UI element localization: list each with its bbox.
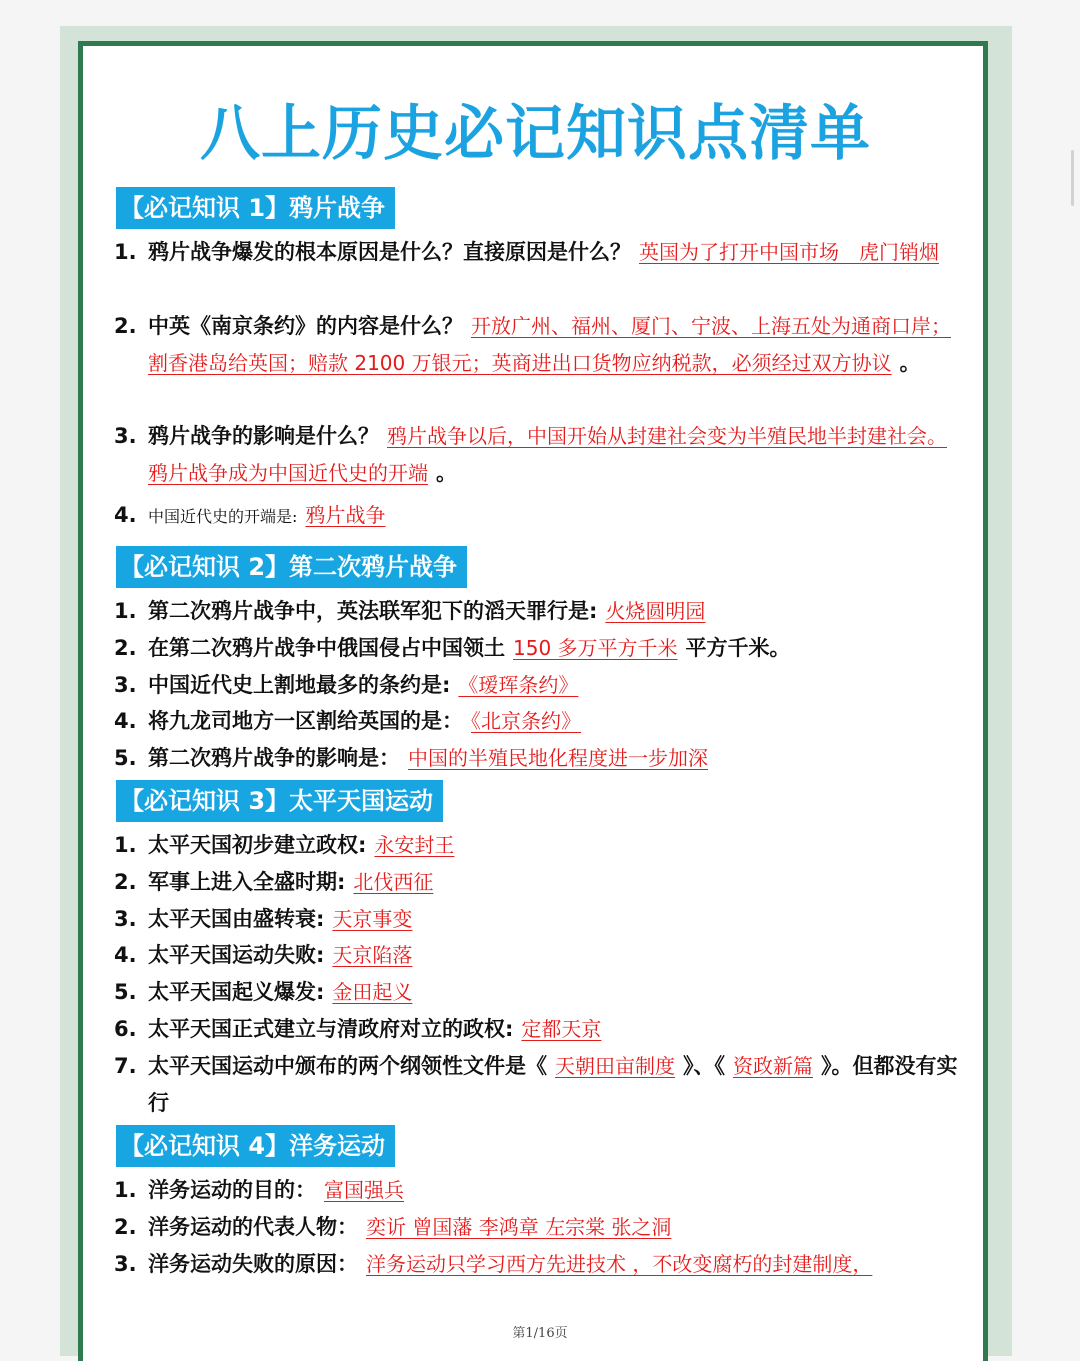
page-title: 八上历史必记知识点清单 [200,99,871,169]
item-number: 1. [114,599,137,623]
section-header-1: 【必记知识 1】鸦片战争 [116,187,395,229]
tail-text: 》。但都没有实行 [148,1054,958,1115]
list-item [114,1048,964,1122]
answer-text: 《北京条约》 [471,709,581,733]
list-item [114,864,964,901]
item-number: 5. [114,746,137,770]
list-item [114,630,964,667]
item-number: 1. [114,833,137,857]
question-text: 太平天国初步建立政权: [148,833,367,857]
item-number: 7. [114,1054,137,1078]
question-text: 在第二次鸦片战争中俄国侵占中国领土 [148,636,505,660]
item-number: 4. [114,943,137,967]
answer-text: 洋务运动只学习西方先进技术 ，不改变腐朽的封建制度， [366,1252,873,1276]
item-number: 6. [114,1017,137,1041]
answer-text: 开放广州、福州、厦门、宁波、上海五处为通商口岸；割香港岛给英国；赔款 2100 万银元；英商进出口货物应纳税款，必须经过双方协议 [148,314,951,375]
answer-text: 天京事变 [332,907,413,931]
answer-text: 火烧圆明园 [605,599,706,623]
list-item [114,827,964,864]
answer-text: 北伐西征 [353,870,434,894]
question-text: 太平天国运动失败: [148,943,325,967]
answer-text: 鸦片战争以后，中国开始从封建社会变为半殖民地半封建社会。鸦片战争成为中国近代史的开端 [148,424,947,485]
answer-text: 富国强兵 [324,1178,404,1202]
answer-text: 奕䜣 曾国藩 李鸿章 左宗棠 张之洞 [366,1215,672,1239]
section-header-2: 【必记知识 2】第二次鸦片战争 [116,546,467,588]
answer-text: 中国的半殖民地化程度进一步加深 [408,746,708,770]
tail-text: 平方千米。 [685,636,791,660]
list-item [114,308,964,382]
question-text: 军事上进入全盛时期: [148,870,346,894]
item-number: 3. [114,907,137,931]
answer-text: 《瑷珲条约》 [458,673,579,697]
answer-text: 鸦片战争 [305,503,386,527]
section-header-4: 【必记知识 4】洋务运动 [116,1125,395,1167]
answer-text: 天朝田亩制度 [555,1054,675,1078]
item-number: 2. [114,314,137,338]
tail-text: 。 [436,461,457,485]
list-item [114,703,964,740]
tail-text: 。 [899,351,921,375]
question-text: 洋务运动的目的： [148,1178,316,1202]
list-item [114,667,964,704]
list-item [114,1246,964,1283]
question-text: 太平天国运动中颁布的两个纲领性文件是《 [148,1054,547,1078]
mid-text: 》、《 [683,1054,725,1078]
list-item [114,1172,964,1209]
question-text: 太平天国由盛转衰: [148,907,325,931]
answer-text: 永安封王 [374,833,455,857]
list-item [114,901,964,938]
answer-text-2: 资政新篇 [733,1054,813,1078]
list-item [114,497,964,535]
question-text: 太平天国正式建立与清政府对立的政权: [148,1017,514,1041]
page-number: 第1/16页 [512,1326,568,1341]
section-header-3: 【必记知识 3】太平天国运动 [116,780,443,822]
list-item [114,740,964,777]
list-item [114,937,964,974]
list-item [114,1209,964,1246]
item-number: 4. [114,709,137,733]
item-number: 1. [114,240,137,264]
answer-text: 定都天京 [521,1017,602,1041]
question-text: 中英《南京条约》的内容是什么？ [148,314,463,338]
item-number: 3. [114,424,137,448]
question-text: 太平天国起义爆发: [148,980,325,1004]
list-item [114,593,964,630]
item-number: 3. [114,673,137,697]
question-text: 鸦片战争的影响是什么？ [148,424,379,448]
question-text: 将九龙司地方一区割给英国的是： [148,709,463,733]
item-number: 1. [114,1178,137,1202]
list-item [114,974,964,1011]
list-item [114,1011,964,1048]
item-number: 4. [114,503,137,527]
question-text: 洋务运动失败的原因： [148,1252,358,1276]
item-number: 2. [114,870,137,894]
list-item [114,418,964,492]
answer-text: 150 多万平方千米 [513,636,678,660]
answer-text: 金田起义 [332,980,413,1004]
question-text: 第二次鸦片战争的影响是： [148,746,400,770]
question-text: 洋务运动的代表人物： [148,1215,358,1239]
item-number: 2. [114,636,137,660]
item-number: 3. [114,1252,137,1276]
scrollbar-thumb[interactable] [1071,150,1074,206]
item-number: 5. [114,980,137,1004]
item-number: 2. [114,1215,137,1239]
answer-text: 天京陷落 [332,943,413,967]
question-text: 第二次鸦片战争中，英法联军犯下的滔天罪行是: [148,599,598,623]
list-item [114,234,964,271]
answer-text: 英国为了打开中国市场 虎门销烟 [639,240,939,264]
question-text: 中国近代史的开端是: [148,507,298,526]
question-text: 鸦片战争爆发的根本原因是什么？直接原因是什么？ [148,240,631,264]
question-text: 中国近代史上割地最多的条约是: [148,673,451,697]
